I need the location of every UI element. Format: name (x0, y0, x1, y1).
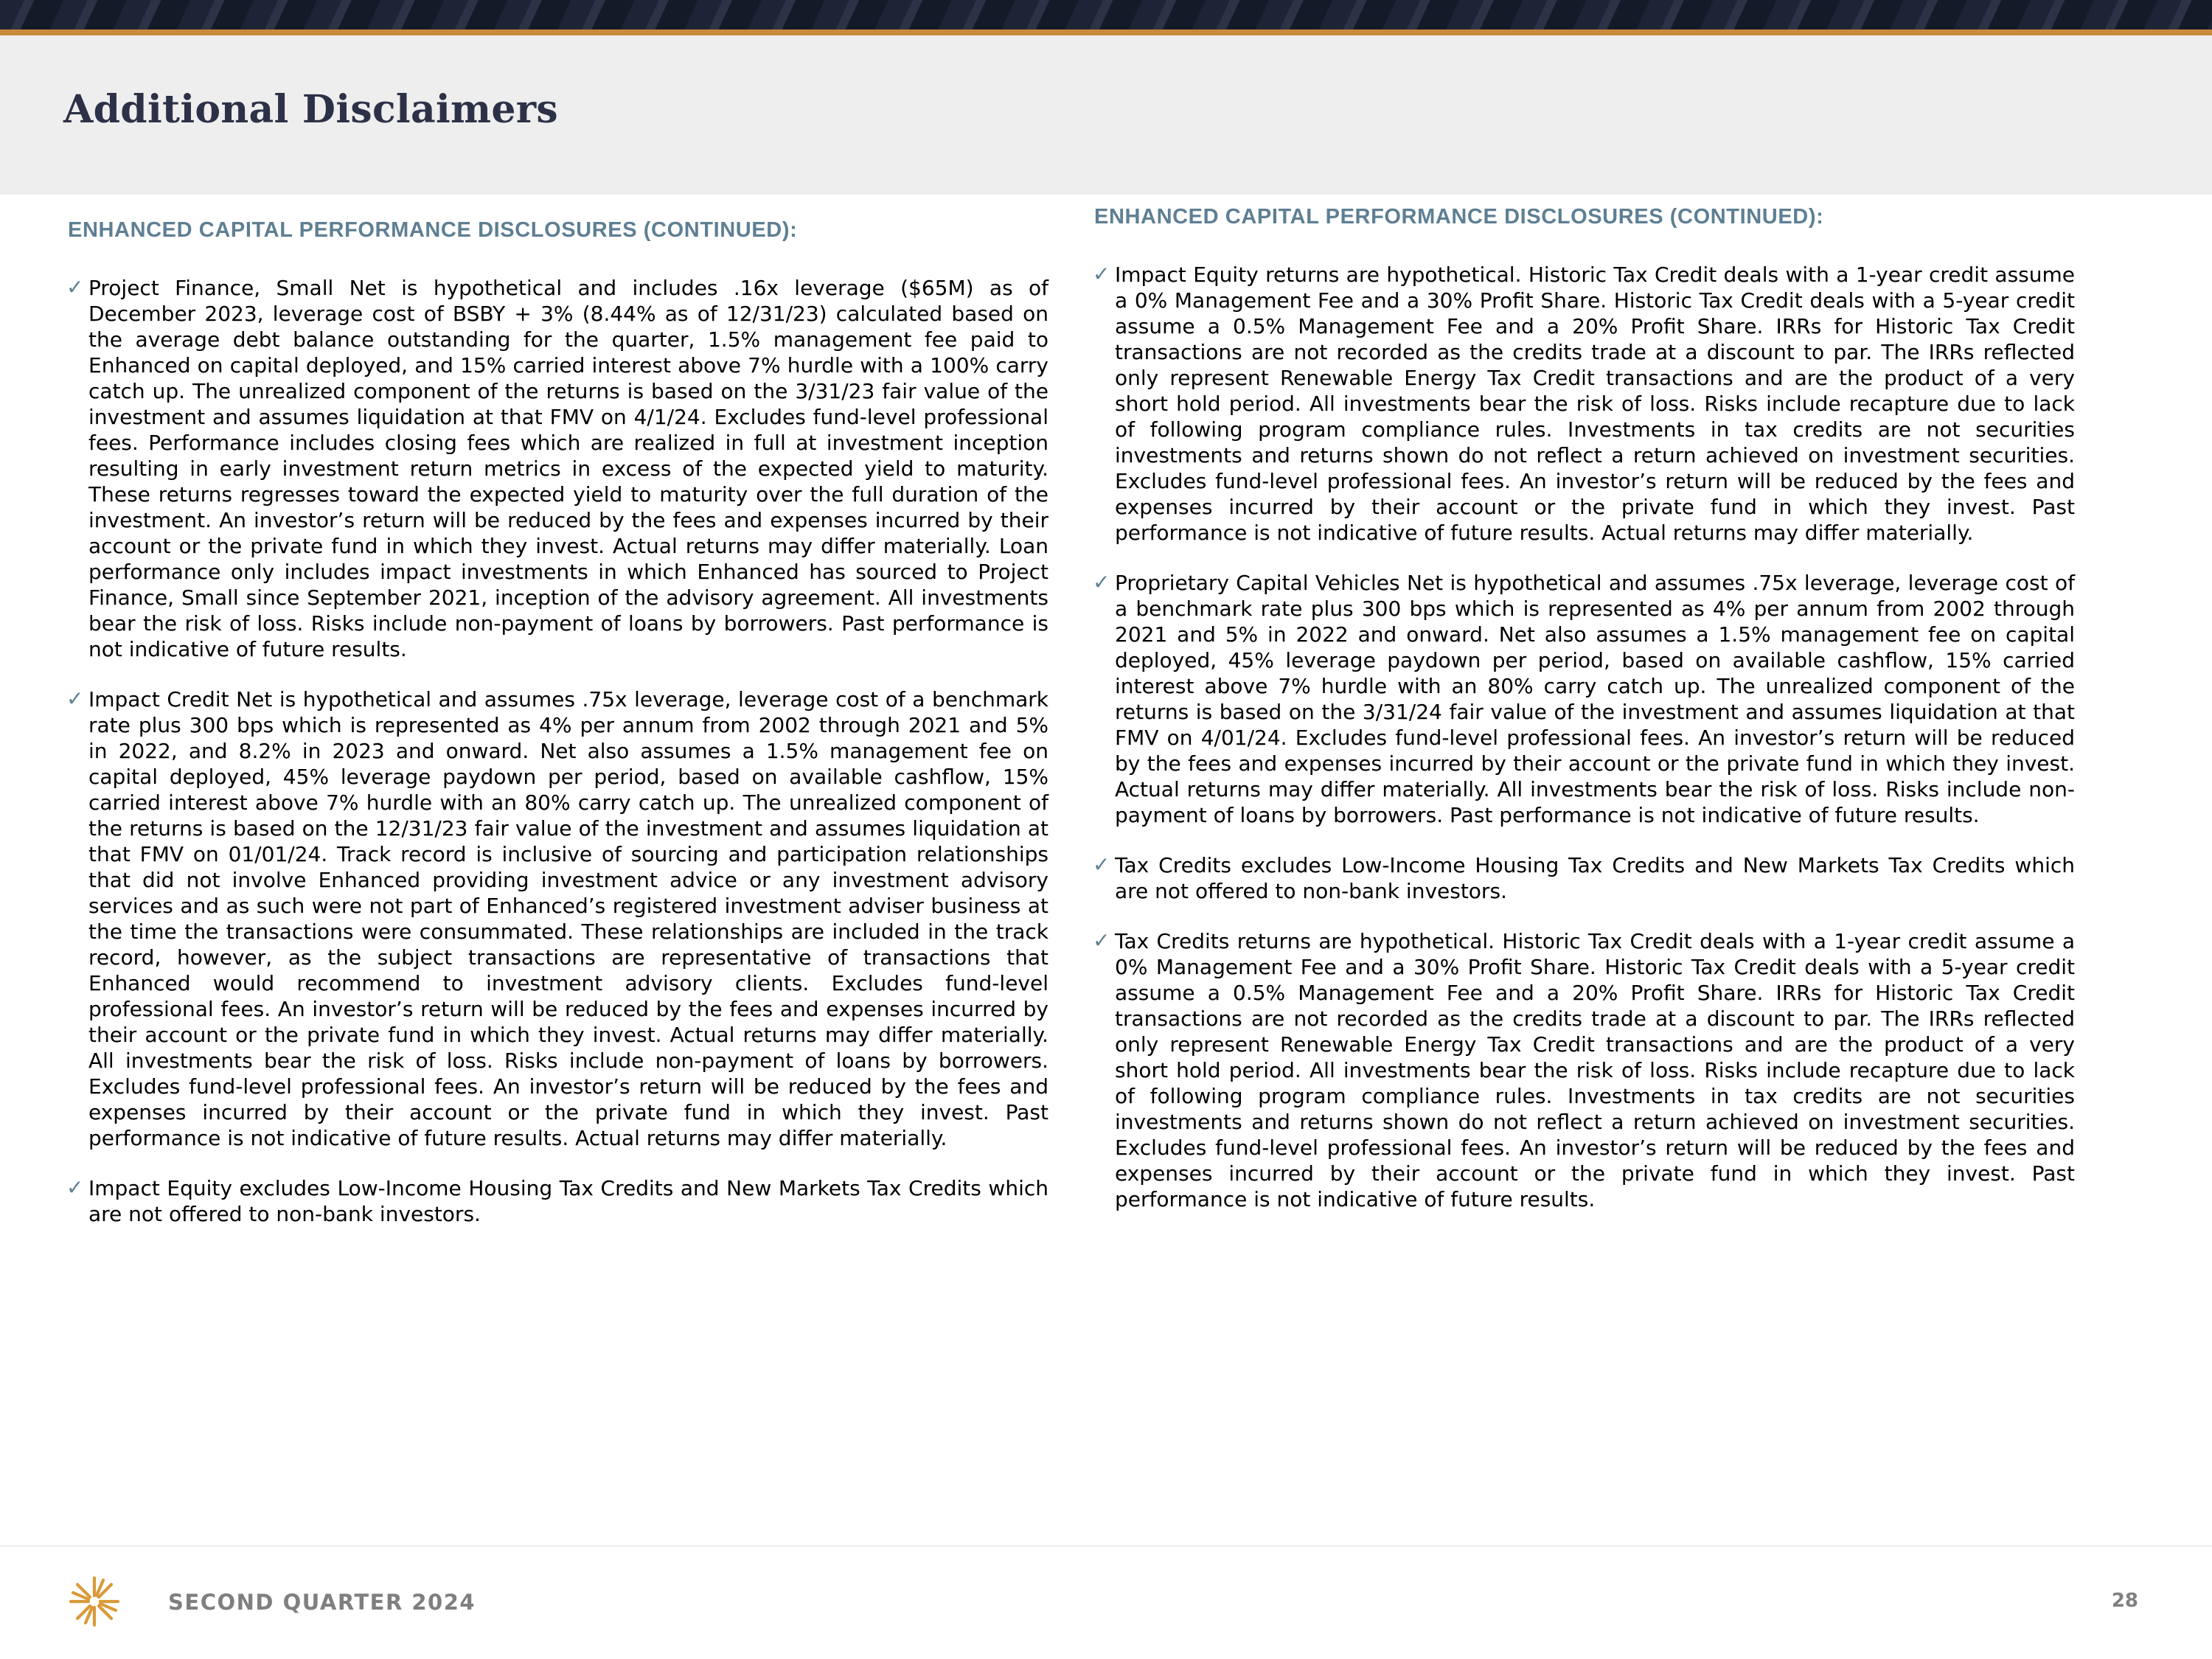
checkmark-icon: ✓ (66, 275, 84, 299)
footer-divider (0, 1545, 2212, 1547)
right-column (1090, 205, 2075, 1237)
disclosure-list (63, 275, 1048, 1227)
checkmark-icon: ✓ (1093, 262, 1110, 286)
disclosure-text: Tax Credits returns are hypothetical. Historic Tax Credit deals with a 1-year credit assume a 0% Management Fee and a 30% Profit Share. Historic Tax Credit deals with a 5-year credit assume a 0.5% Management Fee and a 20% Profit Share. IRRs for Historic Tax Credit transactions are not recorded as the credits trade at a discount to par. The IRRs reflected only represent Renewable Energy Tax Credit transactions and are the product of a very short hold period. All investments bear the risk of loss. Risks include recapture due to lack of following program compliance rules. Investments in tax credits are not securities investments and returns shown do not reflect a return achieved on investment securities. Excludes fund-level professional fees. An investor’s return will be reduced by the fees and expenses incurred by their account or the private fund in which they invest. Past performance is not indicative of future results. (1115, 929, 2075, 1211)
disclosure-text: Tax Credits excludes Low-Income Housing Tax Credits and New Markets Tax Credits which are not offered to non-bank investors. (1115, 853, 2075, 903)
checkmark-icon: ✓ (1093, 928, 1110, 953)
disclosure-item (63, 275, 1048, 662)
disclosure-text: Impact Credit Net is hypothetical and assumes .75x leverage, leverage cost of a benchmark rate plus 300 bps which is represented as 4% per annum from 2002 through 2021 and 5% in 2022, and 8.2% in 2023 and onward. Net also assumes a 1.5% management fee on capital deployed, 45% leverage paydown per period, based on available cashflow, 15% carried interest above 7% hurdle with an 80% carry catch up. The unrealized component of the returns is based on the 12/31/23 fair value of the investment and assumes liquidation at that FMV on 01/01/24. Track record is inclusive of sourcing and participation relationships that did not involve Enhanced providing investment advice or any investment advisory services and as such were not part of Enhanced’s registered investment adviser business at the time the transactions were consummated. These relationships are included in the track record, however, as the subject transactions are representative of transactions that Enhanced would recommend to investment advisory clients. Excludes fund-level professional fees. An investor’s return will be reduced by the fees and expenses incurred by their account or the private fund in which they invest. Actual returns may differ materially. All investments bear the risk of loss. Risks include non-payment of loans by borrowers. Excludes fund-level professional fees. An investor’s return will be reduced by the fees and expenses incurred by their account or the private fund in which they invest. Past performance is not indicative of future results. Actual returns may differ materially. (88, 687, 1048, 1150)
disclosure-item (1090, 852, 2075, 904)
disclosure-list (1090, 262, 2075, 1212)
page-title: Additional Disclaimers (63, 87, 558, 132)
checkmark-icon: ✓ (66, 686, 84, 711)
checkmark-icon: ✓ (1093, 852, 1110, 877)
footer-label: SECOND QUARTER 2024 (168, 1590, 476, 1615)
disclosure-item (1090, 570, 2075, 828)
disclosure-text: Impact Equity excludes Low-Income Housing Tax Credits and New Markets Tax Credits which are not offered to non-bank investors. (88, 1176, 1048, 1226)
section-heading: ENHANCED CAPITAL PERFORMANCE DISCLOSURES (CONTINUED): (1094, 205, 1824, 229)
section-heading: ENHANCED CAPITAL PERFORMANCE DISCLOSURES (CONTINUED): (68, 218, 798, 242)
disclosure-item (1090, 262, 2075, 546)
disclosure-text: Project Finance, Small Net is hypothetical and includes .16x leverage ($65M) as of December 2023, leverage cost of BSBY + 3% (8.44% as of 12/31/23) calculated based on the average debt balance outstanding for the quarter, 1.5% management fee paid to Enhanced on capital deployed, and 15% carried interest above 7% hurdle with a 100% carry catch up. The unrealized component of the returns is based on the 3/31/23 fair value of the investment and assumes liquidation at that FMV on 4/1/24. Excludes fund-level professional fees. Performance includes closing fees which are realized in full at investment inception resulting in early investment return metrics in excess of the expected yield to maturity. These returns regresses toward the expected yield to maturity over the full duration of the investment. An investor’s return will be reduced by the fees and expenses incurred by their account or the private fund in which they invest. Actual returns may differ materially. Loan performance only includes impact investments in which Enhanced has sourced to Project Finance, Small since September 2021, inception of the advisory agreement. All investments bear the risk of loss. Risks include non-payment of loans by borrowers. Past performance is not indicative of future results. (88, 276, 1048, 661)
left-column (63, 218, 1048, 1251)
page-number: 28 (2111, 1590, 2138, 1612)
checkmark-icon: ✓ (1093, 570, 1110, 594)
top-accent-rule (0, 29, 2212, 35)
checkmark-icon: ✓ (66, 1175, 84, 1200)
disclosure-text: Impact Equity returns are hypothetical. Historic Tax Credit deals with a 1-year credit assume a 0% Management Fee and a 30% Profit Share. Historic Tax Credit deals with a 5-year credit assume a 0.5% Management Fee and a 20% Profit Share. IRRs for Historic Tax Credit transactions are not recorded as the credits trade at a discount to par. The IRRs reflected only represent Renewable Energy Tax Credit transactions and are the product of a very short hold period. All investments bear the risk of loss. Risks include recapture due to lack of following program compliance rules. Investments in tax credits are not securities investments and returns shown do not reflect a return achieved on investment securities. Excludes fund-level professional fees. An investor’s return will be reduced by the fees and expenses incurred by their account or the private fund in which they invest. Past performance is not indicative of future results. Actual returns may differ materially. (1115, 262, 2075, 545)
disclosure-item (63, 1175, 1048, 1227)
disclosure-item (1090, 928, 2075, 1212)
sunburst-logo-icon (68, 1575, 121, 1628)
disclosure-text: Proprietary Capital Vehicles Net is hypothetical and assumes .75x leverage, leverage cost of a benchmark rate plus 300 bps which is represented as 4% per annum from 2002 through 2021 and 5% in 2022 and onward. Net also assumes a 1.5% management fee on capital deployed, 45% leverage paydown per period, based on available cashflow, 15% carried interest above 7% hurdle with an 80% carry catch up. The unrealized component of the returns is based on the 3/31/24 fair value of the investment and assumes liquidation at that FMV on 4/01/24. Excludes fund-level professional fees. An investor’s return will be reduced by the fees and expenses incurred by their account or the private fund in which they invest. Actual returns may differ materially. All investments bear the risk of loss. Risks include non-payment of loans by borrowers. Past performance is not indicative of future results. (1115, 571, 2075, 827)
disclosure-item (63, 686, 1048, 1151)
top-decorative-band (0, 0, 2212, 29)
